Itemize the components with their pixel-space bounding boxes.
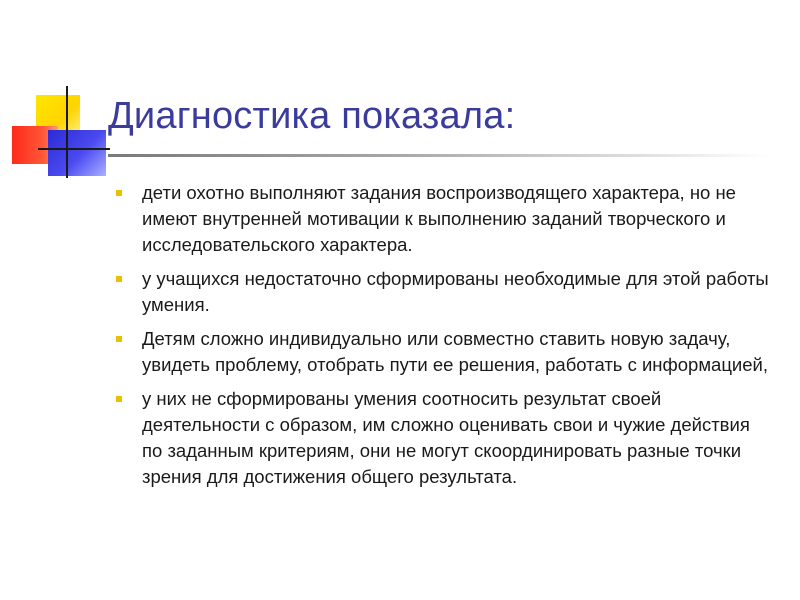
- bullet-list: [112, 180, 772, 490]
- bullet-item: [112, 266, 772, 318]
- square-bullet-icon: [116, 276, 122, 282]
- bullet-text: дети охотно выполняют задания воспроизводящего характера, но не имеют внутренней мотивации к выполнению заданий творческого и исследовательского характера.: [142, 182, 736, 255]
- square-bullet-icon: [116, 336, 122, 342]
- bullet-text: Детям сложно индивидуально или совместно ставить новую задачу, увидеть проблему, отобрать пути ее решения, работать с информацией,: [142, 328, 769, 375]
- slide-content: [112, 180, 772, 498]
- slide-title: Диагностика показала:: [108, 95, 516, 137]
- title-underline: [108, 154, 768, 157]
- decorative-squares-logo: [0, 0, 120, 190]
- bullet-text: у учащихся недостаточно сформированы необходимые для этой работы умения.: [142, 268, 769, 315]
- horizontal-line: [38, 148, 110, 150]
- bullet-item: [112, 180, 772, 258]
- bullet-item: [112, 326, 772, 378]
- square-bullet-icon: [116, 190, 122, 196]
- square-bullet-icon: [116, 396, 122, 402]
- vertical-line: [66, 86, 68, 178]
- bullet-item: [112, 386, 772, 490]
- bullet-text: у них не сформированы умения соотносить результат своей деятельности с образом, им сложно оценивать свои и чужие действия по заданным критериям, они не могут скоординировать разные точки зрения для достижения общего результата.: [142, 388, 750, 487]
- blue-square: [48, 130, 106, 176]
